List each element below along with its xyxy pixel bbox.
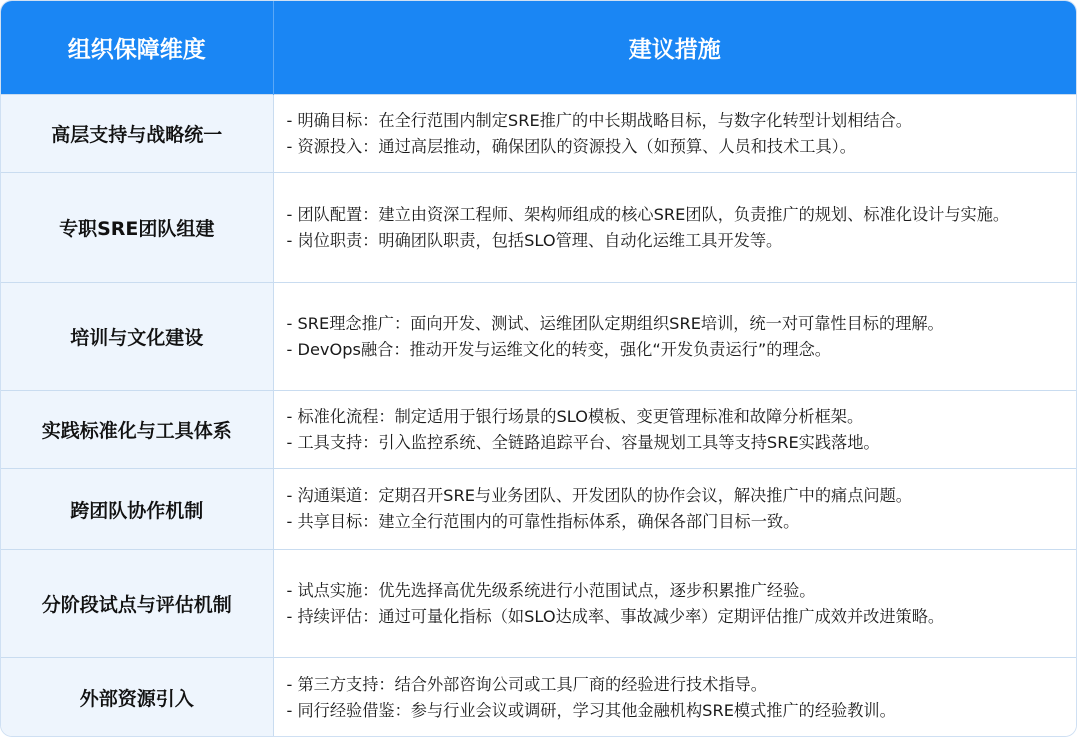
measure-line: - SRE理念推广：面向开发、测试、运维团队定期组织SRE培训，统一对可靠性目标的理解。 xyxy=(286,313,944,333)
dimension-cell: 培训与文化建设 xyxy=(1,283,273,391)
measure-line: - 标准化流程：制定适用于银行场景的SLO模板、变更管理标准和故障分析框架。 xyxy=(286,406,864,426)
measure-cell xyxy=(273,173,1076,283)
table-row xyxy=(1,469,1076,550)
measure-line: - 明确目标：在全行范围内制定SRE推广的中长期战略目标，与数字化转型计划相结合。 xyxy=(286,110,912,130)
measure-line: - 同行经验借鉴：参与行业会议或调研，学习其他金融机构SRE模式推广的经验教训。 xyxy=(286,700,896,720)
header-dimension: 组织保障维度 xyxy=(1,1,273,95)
header-row xyxy=(1,1,1076,95)
table-row xyxy=(1,550,1076,658)
table xyxy=(1,1,1076,737)
header-measures: 建议措施 xyxy=(273,1,1076,95)
table-row xyxy=(1,173,1076,283)
measure-line: - 工具支持：引入监控系统、全链路追踪平台、容量规划工具等支持SRE实践落地。 xyxy=(286,432,880,452)
measure-cell xyxy=(273,469,1076,550)
table-row xyxy=(1,391,1076,469)
measure-line: - 岗位职责：明确团队职责，包括SLO管理、自动化运维工具开发等。 xyxy=(286,230,783,250)
dimension-cell: 跨团队协作机制 xyxy=(1,469,273,550)
table-row xyxy=(1,658,1076,738)
dimension-cell: 实践标准化与工具体系 xyxy=(1,391,273,469)
measure-line: - 团队配置：建立由资深工程师、架构师组成的核心SRE团队，负责推广的规划、标准化设计与实施。 xyxy=(286,204,1010,224)
measure-cell xyxy=(273,95,1076,173)
measure-line: - 试点实施：优先选择高优先级系统进行小范围试点，逐步积累推广经验。 xyxy=(286,580,816,600)
measure-line: - 沟通渠道：定期召开SRE与业务团队、开发团队的协作会议，解决推广中的痛点问题。 xyxy=(286,486,912,505)
table-row xyxy=(1,283,1076,391)
measure-cell xyxy=(273,283,1076,391)
measure-cell xyxy=(273,658,1076,738)
measure-line: - 持续评估：通过可量化指标（如SLO达成率、事故减少率）定期评估推广成效并改进策略。 xyxy=(286,606,945,626)
dimension-cell: 分阶段试点与评估机制 xyxy=(1,550,273,658)
dimension-cell: 高层支持与战略统一 xyxy=(1,95,273,173)
dimension-cell: 专职SRE团队组建 xyxy=(1,173,273,283)
measure-line: - 资源投入：通过高层推动，确保团队的资源投入（如预算、人员和技术工具）。 xyxy=(286,136,856,156)
measure-line: - 第三方支持：结合外部咨询公司或工具厂商的经验进行技术指导。 xyxy=(286,674,767,694)
measure-cell xyxy=(273,391,1076,469)
table-row xyxy=(1,95,1076,173)
measure-line: - DevOps融合：推动开发与运维文化的转变，强化“开发负责运行”的理念。 xyxy=(286,339,831,359)
dimension-cell: 外部资源引入 xyxy=(1,658,273,738)
measure-cell xyxy=(273,550,1076,658)
measure-line: - 共享目标：建立全行范围内的可靠性指标体系，确保各部门目标一致。 xyxy=(286,512,800,531)
